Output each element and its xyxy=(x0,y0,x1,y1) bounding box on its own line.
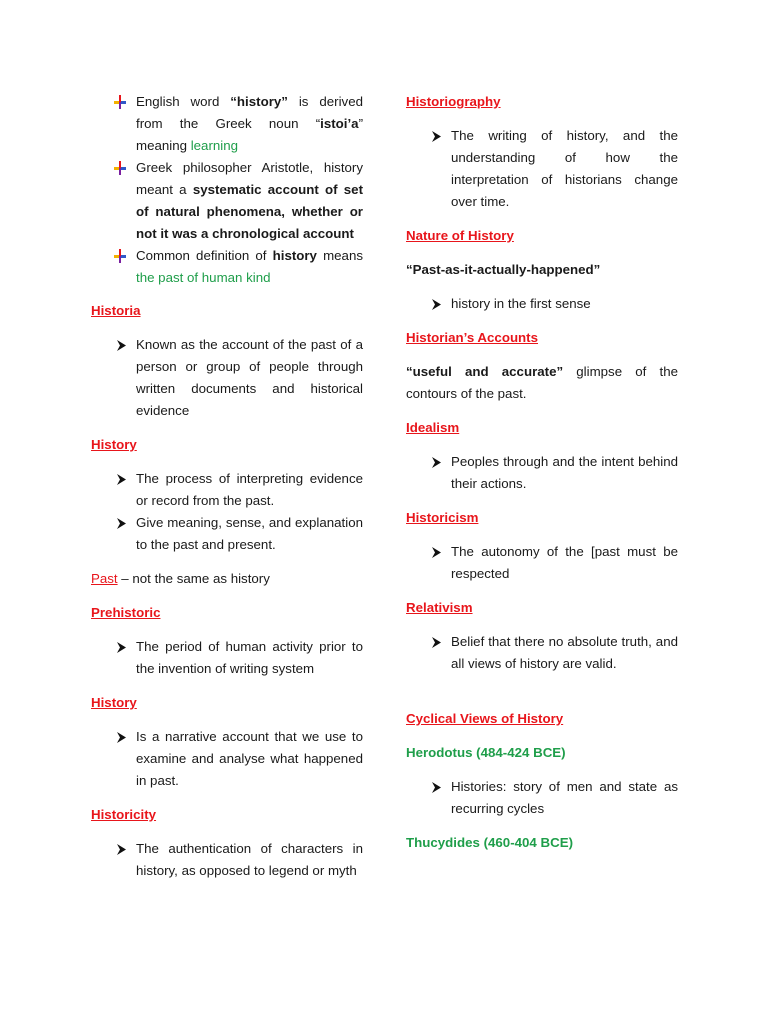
heading-prehistoric: Prehistoric xyxy=(91,605,161,620)
intro-item: English word “history” is derived from the Greek noun “istoi’a” meaning learning xyxy=(91,91,363,157)
historicity-list xyxy=(91,838,363,882)
list-item: Give meaning, sense, and explanation to the past and present. xyxy=(91,512,363,556)
arrowhead-icon xyxy=(116,844,127,855)
list-item: history in the first sense xyxy=(406,293,678,315)
heading-historia: Historia xyxy=(91,303,141,318)
nature-list xyxy=(406,293,678,315)
historia-list xyxy=(91,334,363,422)
four-color-pin-icon xyxy=(113,249,127,263)
heading-idealism: Idealism xyxy=(406,420,460,435)
list-item: The authentication of characters in history, as opposed to legend or myth xyxy=(91,838,363,882)
list-item: The writing of history, and the understanding of how the interpretation of historians change over time. xyxy=(406,125,678,213)
intro-list xyxy=(91,91,363,289)
prehistoric-list xyxy=(91,636,363,680)
arrowhead-icon xyxy=(431,547,442,558)
arrowhead-icon xyxy=(116,642,127,653)
arrowhead-icon xyxy=(431,299,442,310)
heading-relativism: Relativism xyxy=(406,600,473,615)
arrowhead-icon xyxy=(116,340,127,351)
heading-history-narrative: History xyxy=(91,695,137,710)
arrowhead-icon xyxy=(431,131,442,142)
herodotus-list xyxy=(406,776,678,820)
list-item: Is a narrative account that we use to examine and analyse what happened in past. xyxy=(91,726,363,792)
arrowhead-icon xyxy=(116,518,127,529)
historiography-list xyxy=(406,125,678,213)
past-term: Past xyxy=(91,571,118,586)
list-item: The autonomy of the [past must be respected xyxy=(406,541,678,585)
arrowhead-icon xyxy=(431,782,442,793)
idealism-list xyxy=(406,451,678,495)
historicism-list xyxy=(406,541,678,585)
list-item: The process of interpreting evidence or record from the past. xyxy=(91,468,363,512)
relativism-list xyxy=(406,631,678,675)
heading-historicity: Historicity xyxy=(91,807,157,822)
spacer xyxy=(406,687,678,697)
list-item: Histories: story of men and state as recurring cycles xyxy=(406,776,678,820)
four-color-pin-icon xyxy=(113,95,127,109)
heading-cyclical-views: Cyclical Views of History xyxy=(406,711,564,726)
list-item: Known as the account of the past of a person or group of people through written documents and historical evidence xyxy=(91,334,363,422)
heading-historians-accounts: Historian’s Accounts xyxy=(406,330,539,345)
heading-historiography: Historiography xyxy=(406,94,501,109)
right-column xyxy=(406,91,678,866)
intro-item: Common definition of history means the past of human kind xyxy=(91,245,363,289)
arrowhead-icon xyxy=(431,637,442,648)
heading-thucydides: Thucydides (460-404 BCE) xyxy=(406,835,574,850)
history-list xyxy=(91,468,363,556)
list-item: The period of human activity prior to the invention of writing system xyxy=(91,636,363,680)
four-color-pin-icon xyxy=(113,161,127,175)
intro-item: Greek philosopher Aristotle, history meant a systematic account of set of natural phenomena, whether or not it was a chronological account xyxy=(91,157,363,245)
arrowhead-icon xyxy=(431,457,442,468)
list-item: Belief that there no absolute truth, and all views of history are valid. xyxy=(406,631,678,675)
left-column xyxy=(91,91,363,894)
heading-history: History xyxy=(91,437,137,452)
past-definition: Past – not the same as history xyxy=(91,571,270,586)
heading-nature-of-history: Nature of History xyxy=(406,228,514,243)
history-narrative-list xyxy=(91,726,363,792)
arrowhead-icon xyxy=(116,732,127,743)
nature-quote: “Past-as-it-actually-happened” xyxy=(406,262,601,277)
list-item: Peoples through and the intent behind their actions. xyxy=(406,451,678,495)
heading-herodotus: Herodotus (484-424 BCE) xyxy=(406,745,566,760)
accounts-text: “useful and accurate” glimpse of the contours of the past. xyxy=(406,364,678,401)
heading-historicism: Historicism xyxy=(406,510,479,525)
arrowhead-icon xyxy=(116,474,127,485)
